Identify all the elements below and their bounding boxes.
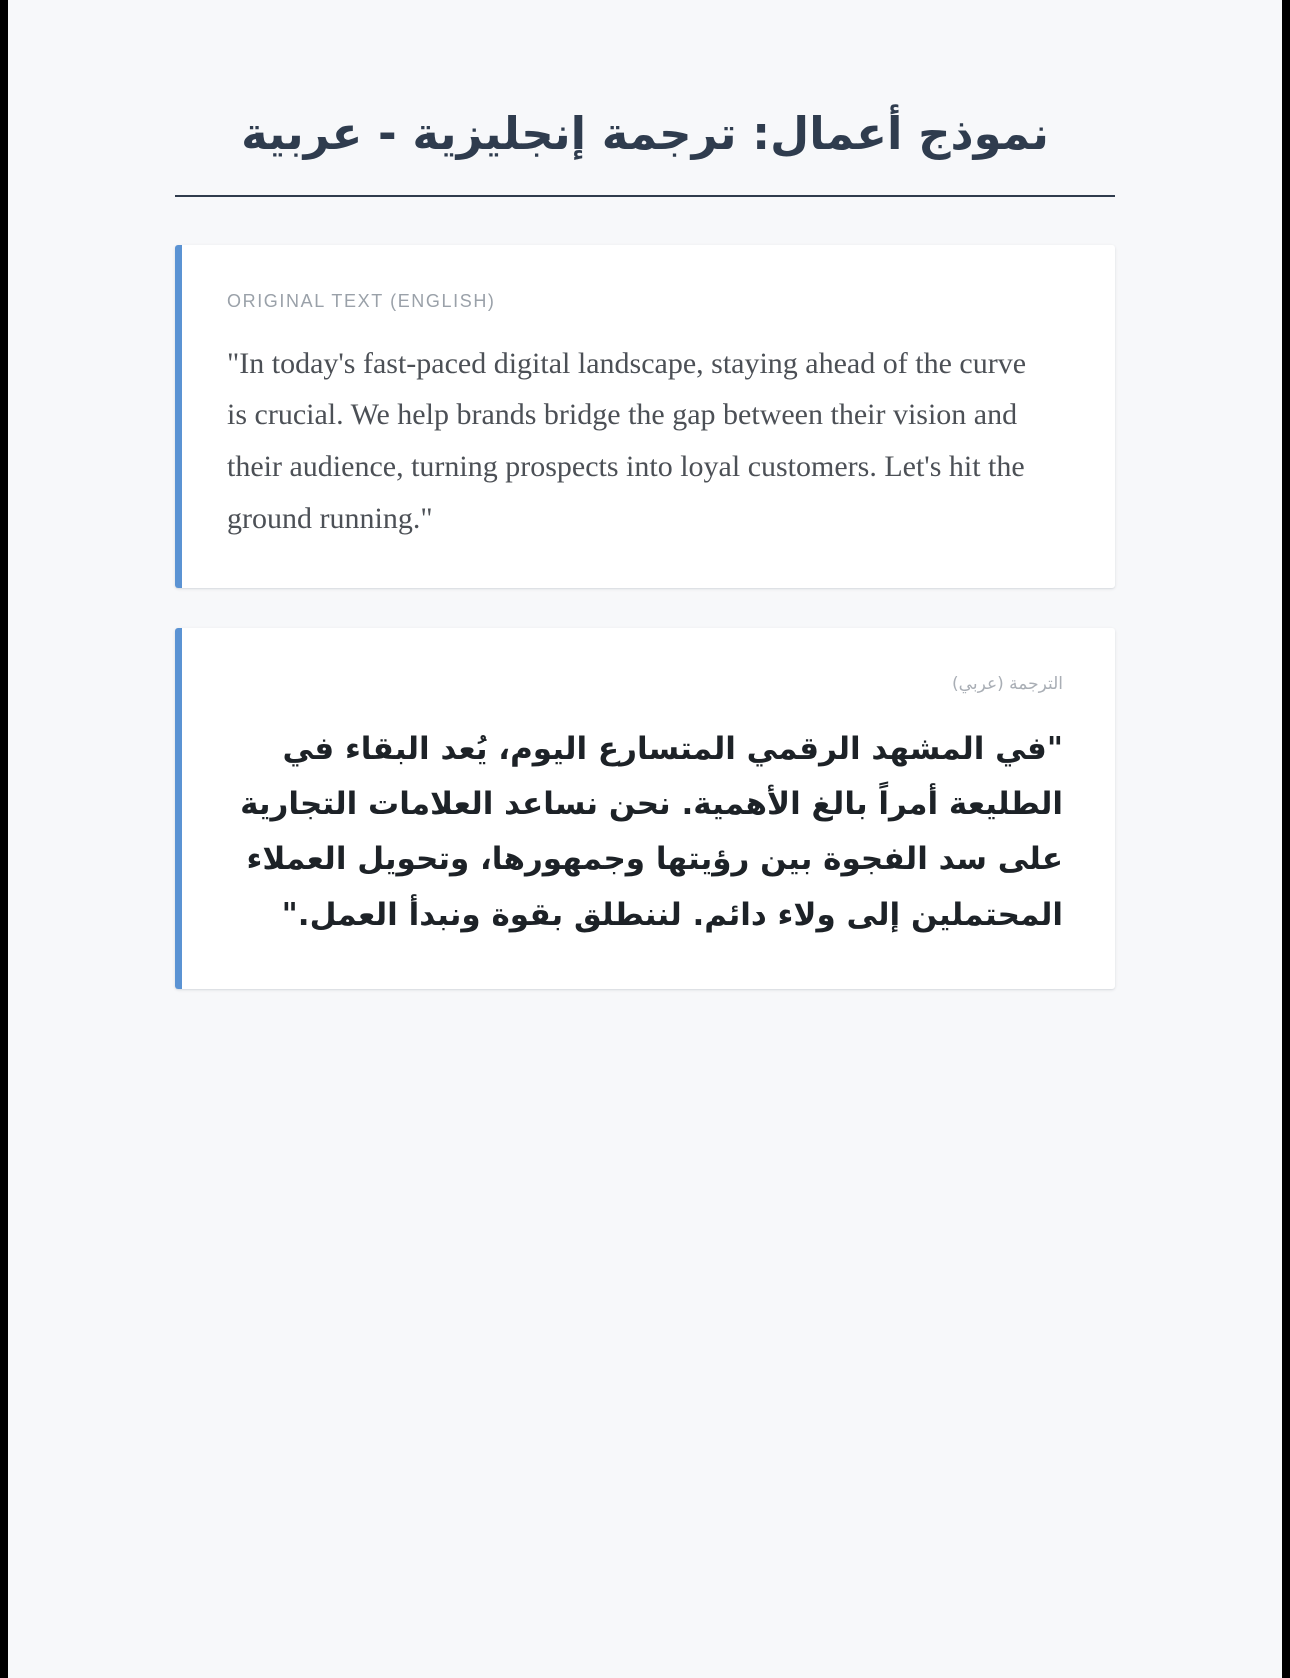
original-text-label: ORIGINAL TEXT (ENGLISH) — [227, 290, 496, 311]
page-title: نموذج أعمال: ترجمة إنجليزية - عربية — [241, 107, 1049, 160]
original-text-card — [175, 245, 1115, 588]
translation-content: "في المشهد الرقمي المتسارع اليوم، يُعد البقاء في الطليعة أمراً بالغ الأهمية. نحن نساعد العلامات التجارية على سد الفجوة بين رؤيتها وجمهورها، وتحويل العملاء المحتملين إلى ولاء دائم. لننطلق بقوة ونبدأ العمل." — [240, 731, 1063, 933]
accent-bar-icon — [175, 628, 182, 989]
title-divider — [175, 195, 1115, 197]
translation-card-body — [175, 628, 1115, 989]
content-container — [175, 0, 1115, 989]
translation-label: الترجمة (عربي) — [952, 674, 1063, 695]
original-text-card-body — [175, 245, 1115, 588]
translation-card — [175, 628, 1115, 989]
accent-bar-icon — [175, 245, 182, 588]
original-text-content: "In today's fast-paced digital landscape, staying ahead of the curve is crucial. We help brands bridge the gap between their vision and their audience, turning prospects into loyal customers. Let's hit the ground running." — [227, 346, 1027, 535]
page-canvas — [8, 0, 1282, 1678]
